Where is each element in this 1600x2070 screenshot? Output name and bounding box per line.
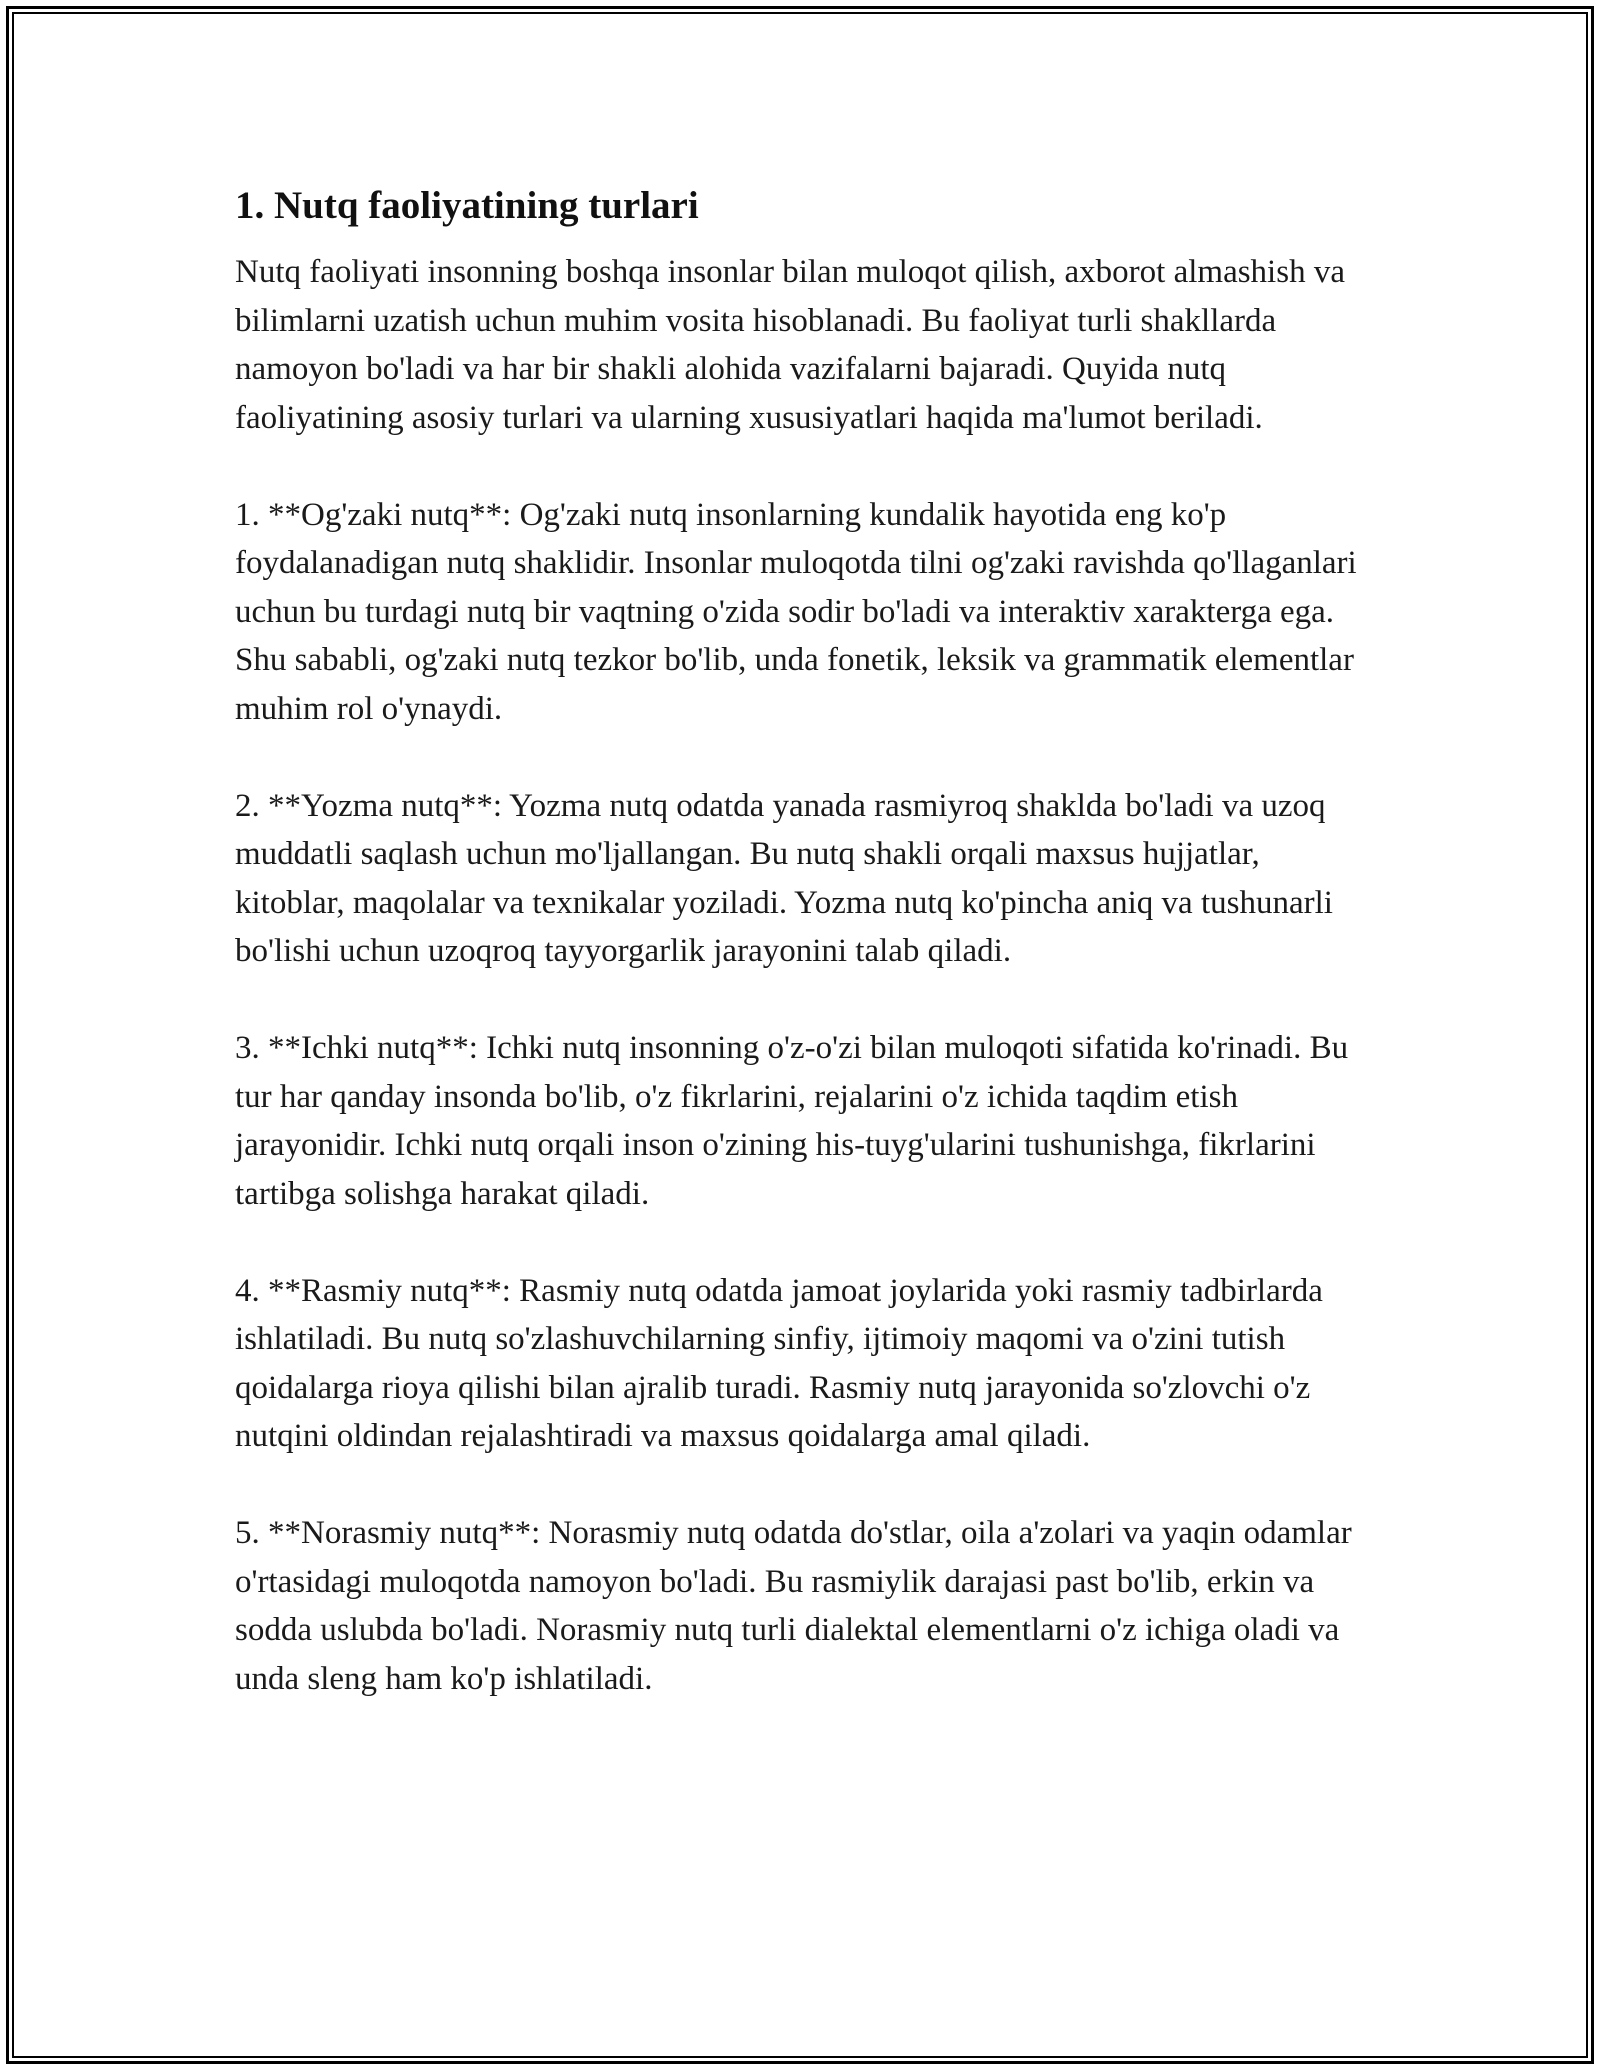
paragraph-inner-speech: 3. **Ichki nutq**: Ichki nutq insonning o'z-o'zi bilan muloqoti sifatida ko'rinadi. Bu tur har qanday insonda bo'lib, o'z fikrlarini, rejalarini o'z ichida taqdim etish jarayonidir. Ichki nutq orqali inson o'zining his-tuyg'ularini tushunishga, fikrlarini tartibga solishga harakat qiladi.: [235, 1030, 1349, 1212]
paragraph-informal-speech: 5. **Norasmiy nutq**: Norasmiy nutq odatda do'stlar, oila a'zolari va yaqin odamlar o'rtasidagi muloqotda namoyon bo'ladi. Bu rasmiylik darajasi past bo'lib, erkin va sodda uslubda bo'ladi. Norasmiy nutq turli dialektal elementlarni o'z ichiga oladi va unda sleng ham ko'p ishlatiladi.: [235, 1515, 1352, 1697]
paragraph-written-speech: 2. **Yozma nutq**: Yozma nutq odatda yanada rasmiyroq shaklda bo'ladi va uzoq muddatli saqlash uchun mo'ljallangan. Bu nutq shakli orqali maxsus hujjatlar, kitoblar, maqolalar va texnikalar yoziladi. Yozma nutq ko'pincha aniq va tushunarli bo'lishi uchun uzoqroq tayyorgarlik jarayonini talab qiladi.: [235, 787, 1333, 969]
document-body: [235, 178, 1370, 1752]
paragraph-formal-speech: 4. **Rasmiy nutq**: Rasmiy nutq odatda jamoat joylarida yoki rasmiy tadbirlarda ishlatiladi. Bu nutq so'zlashuvchilarning sinfiy, ijtimoiy maqomi va o'zini tutish qoidalarga rioya qilishi bilan ajralib turadi. Rasmiy nutq jarayonida so'zlovchi o'z nutqini oldindan rejalashtiradi va maxsus qoidalarga amal qiladi.: [235, 1272, 1323, 1454]
document-title: 1. Nutq faoliyatining turlari: [235, 184, 699, 227]
intro-paragraph: Nutq faoliyati insonning boshqa insonlar bilan muloqot qilish, axborot almashish va bilimlarni uzatish uchun muhim vosita hisoblanadi. Bu faoliyat turli shakllarda namoyon bo'ladi va har bir shakli alohida vazifalarni bajaradi. Quyida nutq faoliyatining asosiy turlari va ularning xususiyatlari haqida ma'lumot beriladi.: [235, 254, 1345, 436]
paragraph-oral-speech: 1. **Og'zaki nutq**: Og'zaki nutq insonlarning kundalik hayotida eng ko'p foydalanadigan nutq shaklidir. Insonlar muloqotda tilni og'zaki ravishda qo'llaganlari uchun bu turdagi nutq bir vaqtning o'zida sodir bo'ladi va interaktiv xarakterga ega. Shu sababli, og'zaki nutq tezkor bo'lib, unda fonetik, leksik va grammatik elementlar muhim rol o'ynaydi.: [235, 496, 1357, 727]
